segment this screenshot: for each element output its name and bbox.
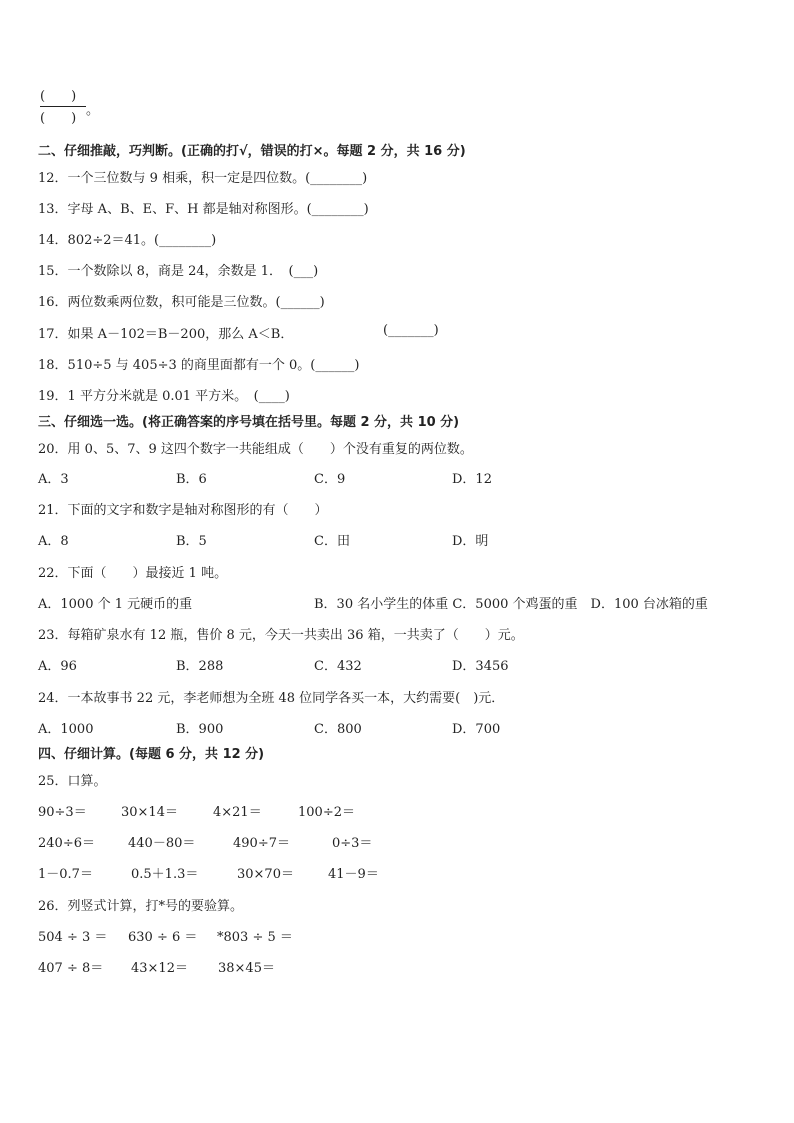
question-24-option-d: D．700 bbox=[452, 722, 501, 737]
question-25: 25．口算。 bbox=[38, 774, 107, 789]
vertical-calc-item: 630 ÷ 6 ＝ bbox=[128, 930, 198, 945]
question-22-option-a: A．1000 个 1 元硬币的重 bbox=[38, 597, 193, 612]
question-23-option-a: A．96 bbox=[38, 659, 77, 674]
question-22: 22．下面（ ）最接近 1 吨。 bbox=[38, 566, 228, 581]
oral-calc-item: 4×21＝ bbox=[213, 805, 262, 820]
question-20-option-b: B．6 bbox=[176, 472, 207, 487]
vertical-calc-item: *803 ÷ 5 ＝ bbox=[217, 930, 293, 945]
question-17: 17．如果 A－102＝B－200，那么 A＜B． bbox=[38, 327, 294, 342]
question-15: 15．一个数除以 8，商是 24，余数是 1． (___) bbox=[38, 264, 319, 279]
oral-calc-item: 30×14＝ bbox=[121, 805, 178, 820]
question-23: 23．每箱矿泉水有 12 瓶，售价 8 元，今天一共卖出 36 箱，一共卖了（ ）元。 bbox=[38, 628, 524, 643]
vertical-calc-item: 407 ÷ 8＝ bbox=[38, 961, 104, 976]
section-3-heading: 三、仔细选一选。(将正确答案的序号填在括号里。每题 2 分，共 10 分) bbox=[38, 415, 460, 430]
oral-calc-item: 0.5＋1.3＝ bbox=[131, 867, 199, 882]
question-18: 18．510÷5 与 405÷3 的商里面都有一个 0。(______) bbox=[38, 358, 360, 373]
question-24: 24．一本故事书 22 元，李老师想为全班 48 位同学各买一本，大约需要( )元． bbox=[38, 691, 505, 706]
question-12: 12．一个三位数与 9 相乘，积一定是四位数。(________) bbox=[38, 171, 368, 186]
section-2-heading: 二、仔细推敲，巧判断。(正确的打√，错误的打×。每题 2 分，共 16 分) bbox=[38, 144, 466, 159]
question-19: 19．1 平方分米就是 0.01 平方米。 (____) bbox=[38, 389, 290, 404]
oral-calc-item: 440－80＝ bbox=[128, 836, 196, 851]
question-21-option-a: A．8 bbox=[38, 534, 69, 549]
oral-calc-item: 30×70＝ bbox=[237, 867, 294, 882]
question-23-option-d: D．3456 bbox=[452, 659, 509, 674]
fraction-blank bbox=[40, 85, 100, 126]
section-4-heading: 四、仔细计算。(每题 6 分，共 12 分) bbox=[38, 747, 265, 762]
oral-calc-item: 90÷3＝ bbox=[38, 805, 87, 820]
oral-calc-item: 0÷3＝ bbox=[332, 836, 373, 851]
question-21-option-b: B．5 bbox=[176, 534, 207, 549]
question-26: 26．列竖式计算，打*号的要验算。 bbox=[38, 899, 244, 914]
question-20: 20．用 0、5、7、9 这四个数字一共能组成（ ）个没有重复的两位数。 bbox=[38, 442, 473, 457]
question-20-option-a: A．3 bbox=[38, 472, 69, 487]
fraction-numerator: ( ) bbox=[40, 89, 77, 104]
question-21-option-c: C．田 bbox=[314, 534, 350, 549]
question-14: 14．802÷2＝41。(________) bbox=[38, 233, 217, 248]
question-24-option-b: B．900 bbox=[176, 722, 224, 737]
question-17-answer-blank: (_______) bbox=[383, 323, 439, 338]
question-24-option-c: C．800 bbox=[314, 722, 362, 737]
question-24-option-a: A．1000 bbox=[38, 722, 94, 737]
oral-calc-item: 100÷2＝ bbox=[298, 805, 355, 820]
oral-calc-item: 1－0.7＝ bbox=[38, 867, 93, 882]
oral-calc-item: 490÷7＝ bbox=[233, 836, 290, 851]
question-20-option-d: D．12 bbox=[452, 472, 492, 487]
question-20-option-c: C．9 bbox=[314, 472, 346, 487]
question-23-option-b: B．288 bbox=[176, 659, 224, 674]
question-22-options-bcd: B．30 名小学生的体重 C．5000 个鸡蛋的重 D．100 台冰箱的重 bbox=[314, 597, 708, 612]
question-21-option-d: D．明 bbox=[452, 534, 489, 549]
question-21: 21．下面的文字和数字是轴对称图形的有（ ） bbox=[38, 503, 328, 518]
fraction-denominator: ( ) bbox=[40, 111, 77, 126]
oral-calc-item: 41－9＝ bbox=[328, 867, 379, 882]
vertical-calc-item: 43×12＝ bbox=[131, 961, 188, 976]
vertical-calc-item: 38×45＝ bbox=[218, 961, 275, 976]
fraction-period: 。 bbox=[86, 103, 100, 118]
question-16: 16．两位数乘两位数，积可能是三位数。(______) bbox=[38, 295, 325, 310]
vertical-calc-item: 504 ÷ 3 ＝ bbox=[38, 930, 108, 945]
question-23-option-c: C．432 bbox=[314, 659, 362, 674]
oral-calc-item: 240÷6＝ bbox=[38, 836, 95, 851]
question-13: 13．字母 A、B、E、F、H 都是轴对称图形。(________) bbox=[38, 202, 369, 217]
